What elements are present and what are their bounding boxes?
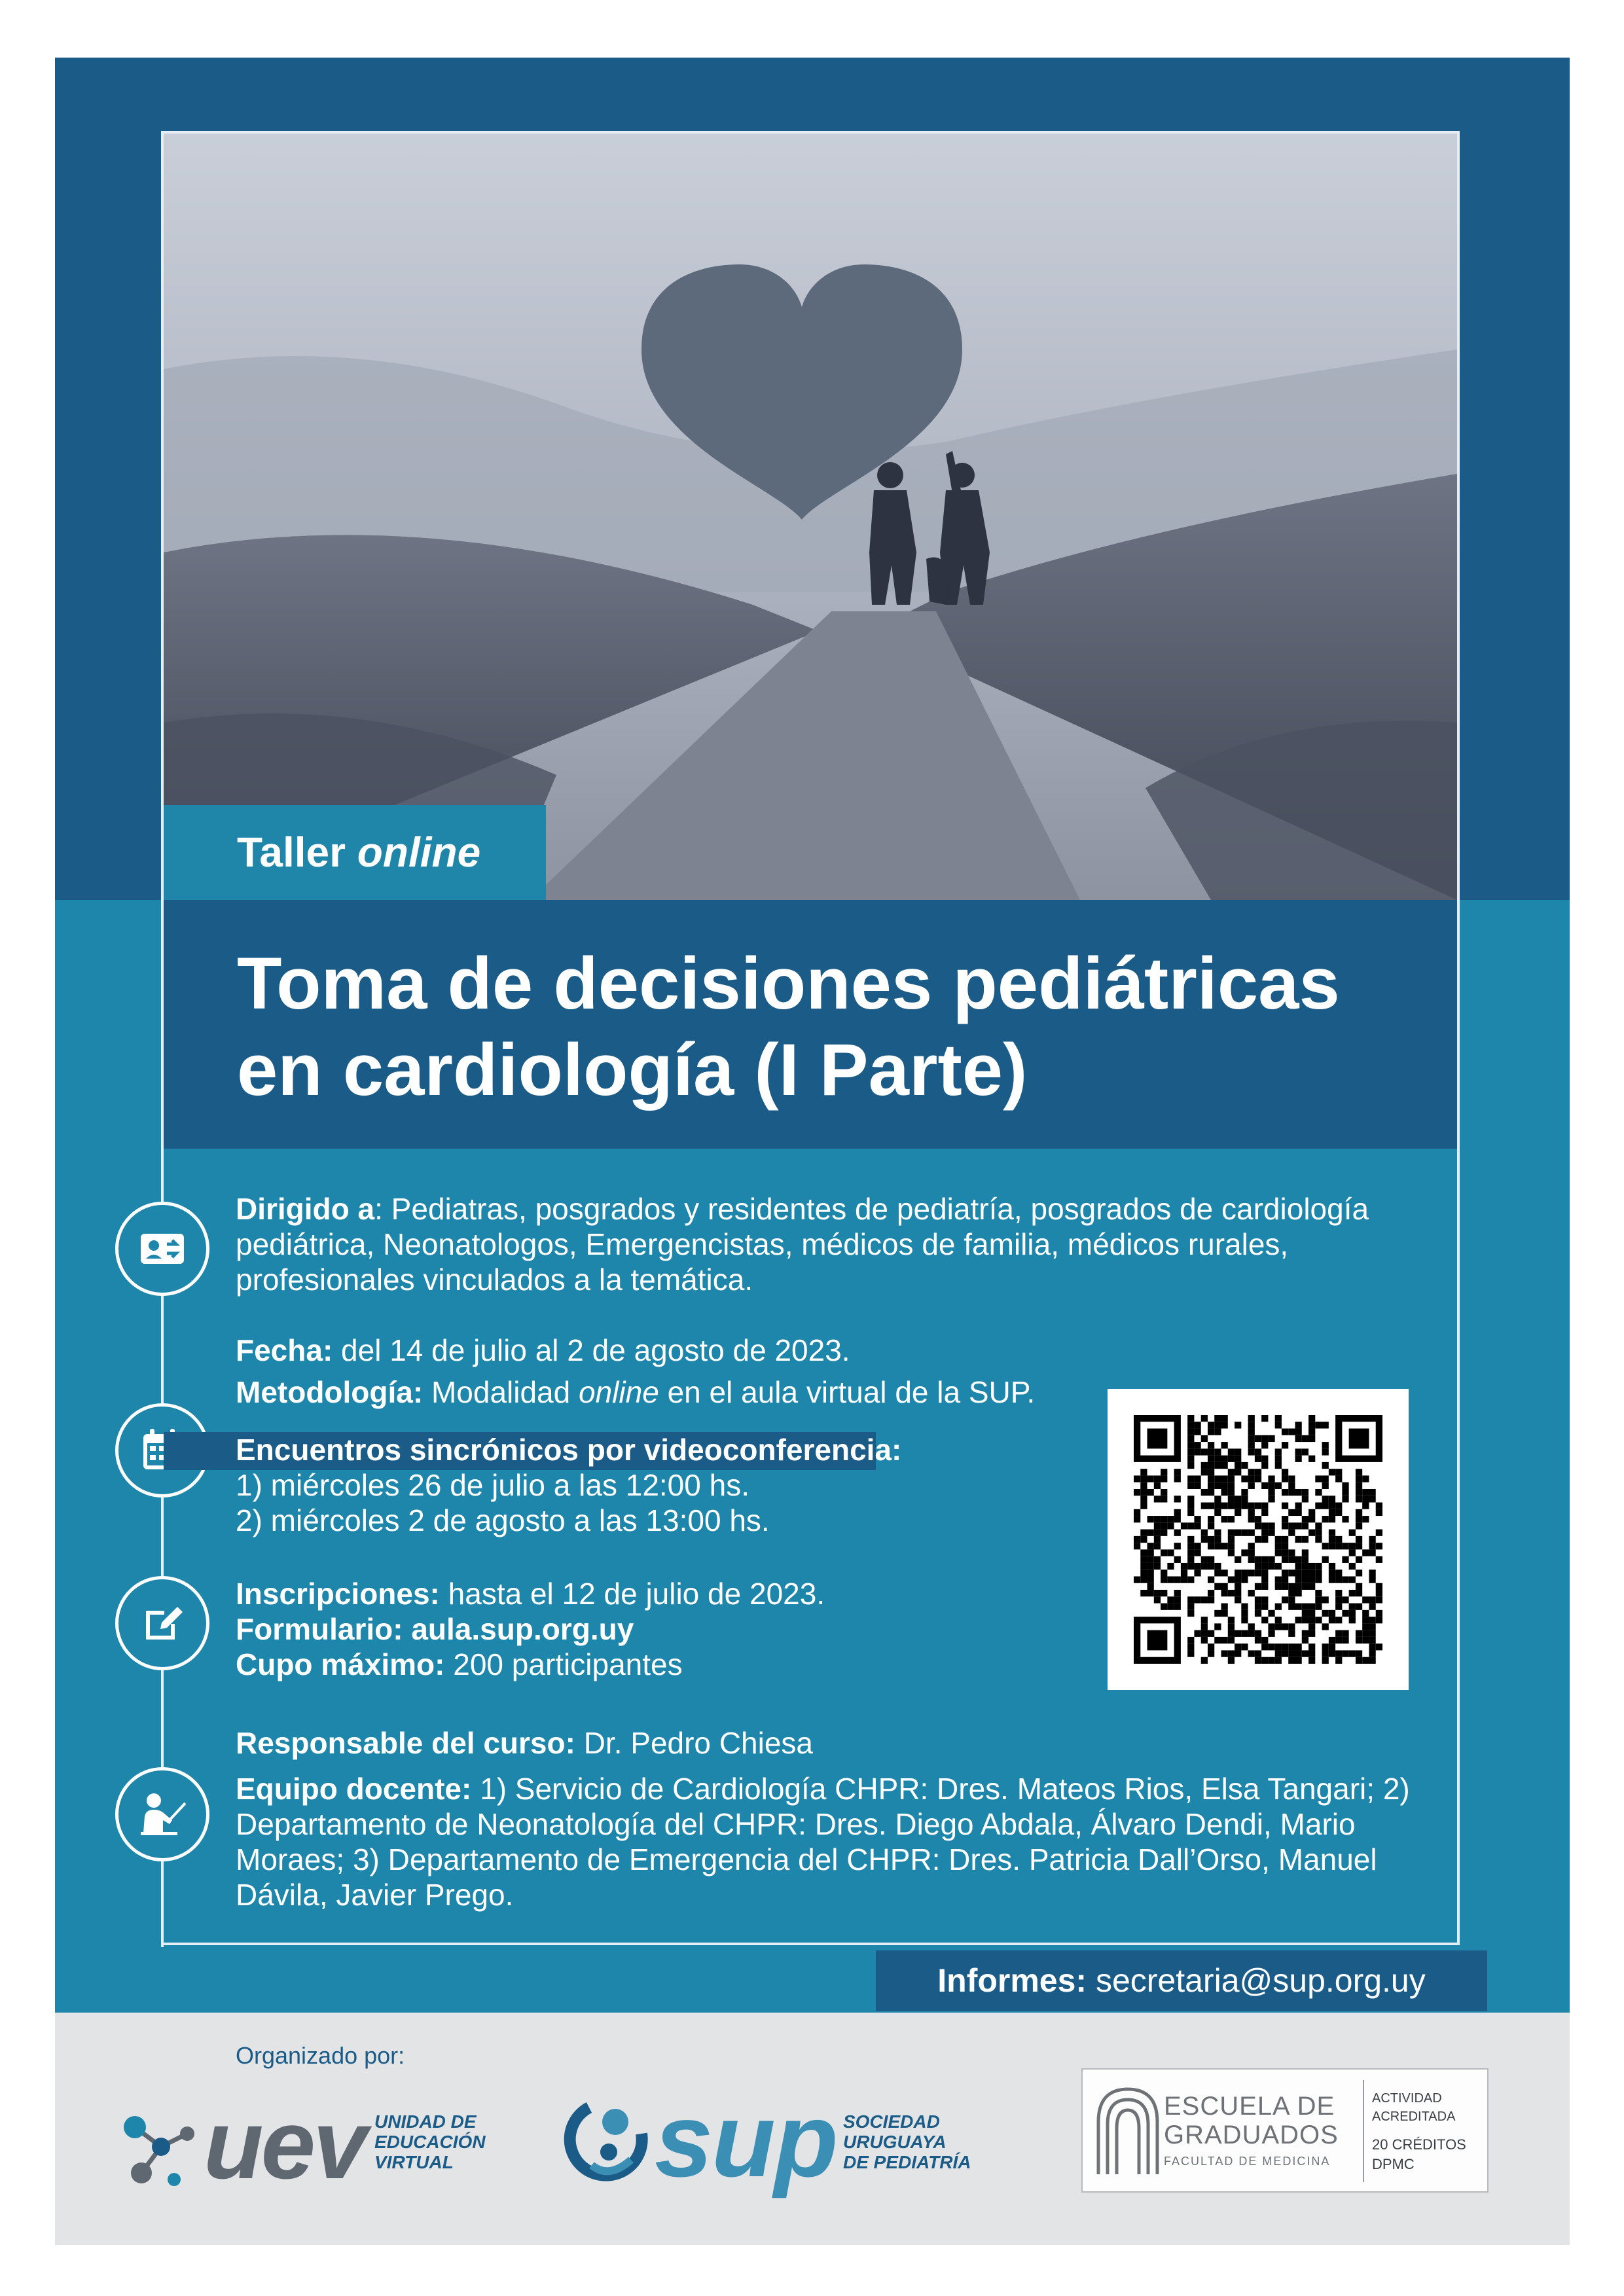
title-band bbox=[164, 900, 1457, 1149]
page-title bbox=[237, 941, 1415, 1113]
formulario-link[interactable]: aula.sup.org.uy bbox=[403, 1612, 634, 1646]
taller-online-badge bbox=[164, 805, 546, 900]
inscripciones-label: Inscripciones: bbox=[236, 1577, 440, 1611]
escuela-divider bbox=[1363, 2080, 1364, 2182]
escuela-credits bbox=[1372, 2135, 1466, 2174]
informes-email[interactable]: secretaria@sup.org.uy bbox=[1087, 1962, 1426, 1999]
encuentro-item-2: 2) miércoles 2 de agosto a las 13:00 hs. bbox=[236, 1503, 770, 1537]
cupo-label: Cupo máximo: bbox=[236, 1647, 445, 1681]
escuela-acr-line-2: ACREDITADA bbox=[1372, 2109, 1456, 2124]
metodologia-pre: Modalidad bbox=[423, 1375, 579, 1409]
metodologia-label: Metodología: bbox=[236, 1375, 424, 1409]
responsable-label: Responsable del curso: bbox=[236, 1726, 575, 1760]
metodologia-post: en el aula virtual de la SUP. bbox=[659, 1375, 1036, 1409]
sup-wordmark: sup bbox=[655, 2081, 837, 2198]
audience-paragraph bbox=[236, 1191, 1414, 1297]
uev-sub-line-1: UNIDAD DE bbox=[374, 2111, 477, 2132]
uev-sub-line-2: EDUCACIÓN bbox=[374, 2132, 486, 2152]
equipo-label: Equipo docente: bbox=[236, 1772, 472, 1806]
informes-label: Informes: bbox=[937, 1962, 1087, 1999]
title-line-2: en cardiología (I Parte) bbox=[237, 1029, 1028, 1111]
encuentros-label: Encuentros sincrónicos por videoconferencia: bbox=[236, 1433, 902, 1467]
sup-subtitle bbox=[843, 2111, 971, 2172]
escuela-acr-line-1: ACTIVIDAD bbox=[1372, 2091, 1442, 2106]
teacher-icon bbox=[115, 1767, 209, 1861]
inscripciones-value: hasta el 12 de julio de 2023. bbox=[439, 1577, 825, 1611]
uev-wordmark: uev bbox=[204, 2089, 365, 2199]
fecha-line bbox=[236, 1333, 1414, 1368]
equipo-value: 1) Servicio de Cardiología CHPR: Dres. Mateos Rios, Elsa Tangari; 2) Departamento de Neonatología del CHPR: Dres. Diego Abdala, Álvaro Dendi, Mario Moraes; 3) Departamento de Emergencia del CHPR: Dres. Patricia Dall’Orso, Manuel Dávila, Javier Prego. bbox=[236, 1772, 1410, 1912]
fecha-label: Fecha: bbox=[236, 1333, 333, 1367]
escuela-arch-icon bbox=[1092, 2083, 1164, 2181]
fecha-value: del 14 de julio al 2 de agosto de 2023. bbox=[333, 1333, 850, 1367]
badge-italic: online bbox=[357, 829, 481, 876]
qr-code-icon bbox=[1134, 1415, 1382, 1664]
title-line-1: Toma de decisiones pediátricas bbox=[237, 942, 1340, 1024]
escuela-graduados-logo bbox=[1081, 2068, 1489, 2193]
audience-section bbox=[236, 1191, 1414, 1297]
responsable-value: Dr. Pedro Chiesa bbox=[575, 1726, 813, 1760]
sup-logo bbox=[563, 2081, 995, 2206]
sup-sub-line-3: DE PEDIATRÍA bbox=[843, 2152, 971, 2172]
audience-text: : Pediatras, posgrados y residentes de pediatría, posgrados de cardiología pediátrica, Neonatologos, Emergencistas, médicos de familia, médicos rurales, profesionales vinculados a la temática. bbox=[236, 1192, 1369, 1297]
escuela-accredited bbox=[1372, 2089, 1455, 2126]
equipo-line bbox=[236, 1771, 1414, 1912]
audience-label: Dirigido a bbox=[236, 1192, 375, 1226]
uev-subtitle bbox=[374, 2111, 486, 2172]
sup-sub-line-2: URUGUAYA bbox=[843, 2132, 947, 2152]
escuela-name-line-1: ESCUELA DE bbox=[1164, 2092, 1335, 2121]
contact-card-icon bbox=[115, 1202, 209, 1296]
escuela-cred-line-1: 20 CRÉDITOS bbox=[1372, 2136, 1466, 2153]
cupo-value: 200 participantes bbox=[444, 1647, 683, 1681]
escuela-cred-line-2: DPMC bbox=[1372, 2156, 1415, 2172]
organizer-label: Organizado por: bbox=[236, 2042, 405, 2069]
responsable-line bbox=[236, 1725, 1414, 1761]
escuela-name bbox=[1164, 2092, 1339, 2149]
staff-section bbox=[236, 1725, 1414, 1912]
encuentro-item-1: 1) miércoles 26 de julio a las 12:00 hs. bbox=[236, 1468, 749, 1502]
uev-sub-line-3: VIRTUAL bbox=[374, 2152, 454, 2172]
sup-sub-line-1: SOCIEDAD bbox=[843, 2111, 940, 2132]
escuela-name-line-2: GRADUADOS bbox=[1164, 2121, 1339, 2149]
uev-logo bbox=[115, 2088, 534, 2206]
qr-code-card[interactable] bbox=[1108, 1389, 1409, 1690]
escuela-faculty: FACULTAD DE MEDICINA bbox=[1164, 2155, 1331, 2168]
badge-prefix: Taller bbox=[237, 829, 346, 876]
edit-form-icon bbox=[115, 1576, 209, 1670]
informes-bar bbox=[876, 1950, 1487, 2011]
metodologia-italic: online bbox=[579, 1375, 659, 1409]
formulario-label: Formulario: bbox=[236, 1612, 403, 1646]
